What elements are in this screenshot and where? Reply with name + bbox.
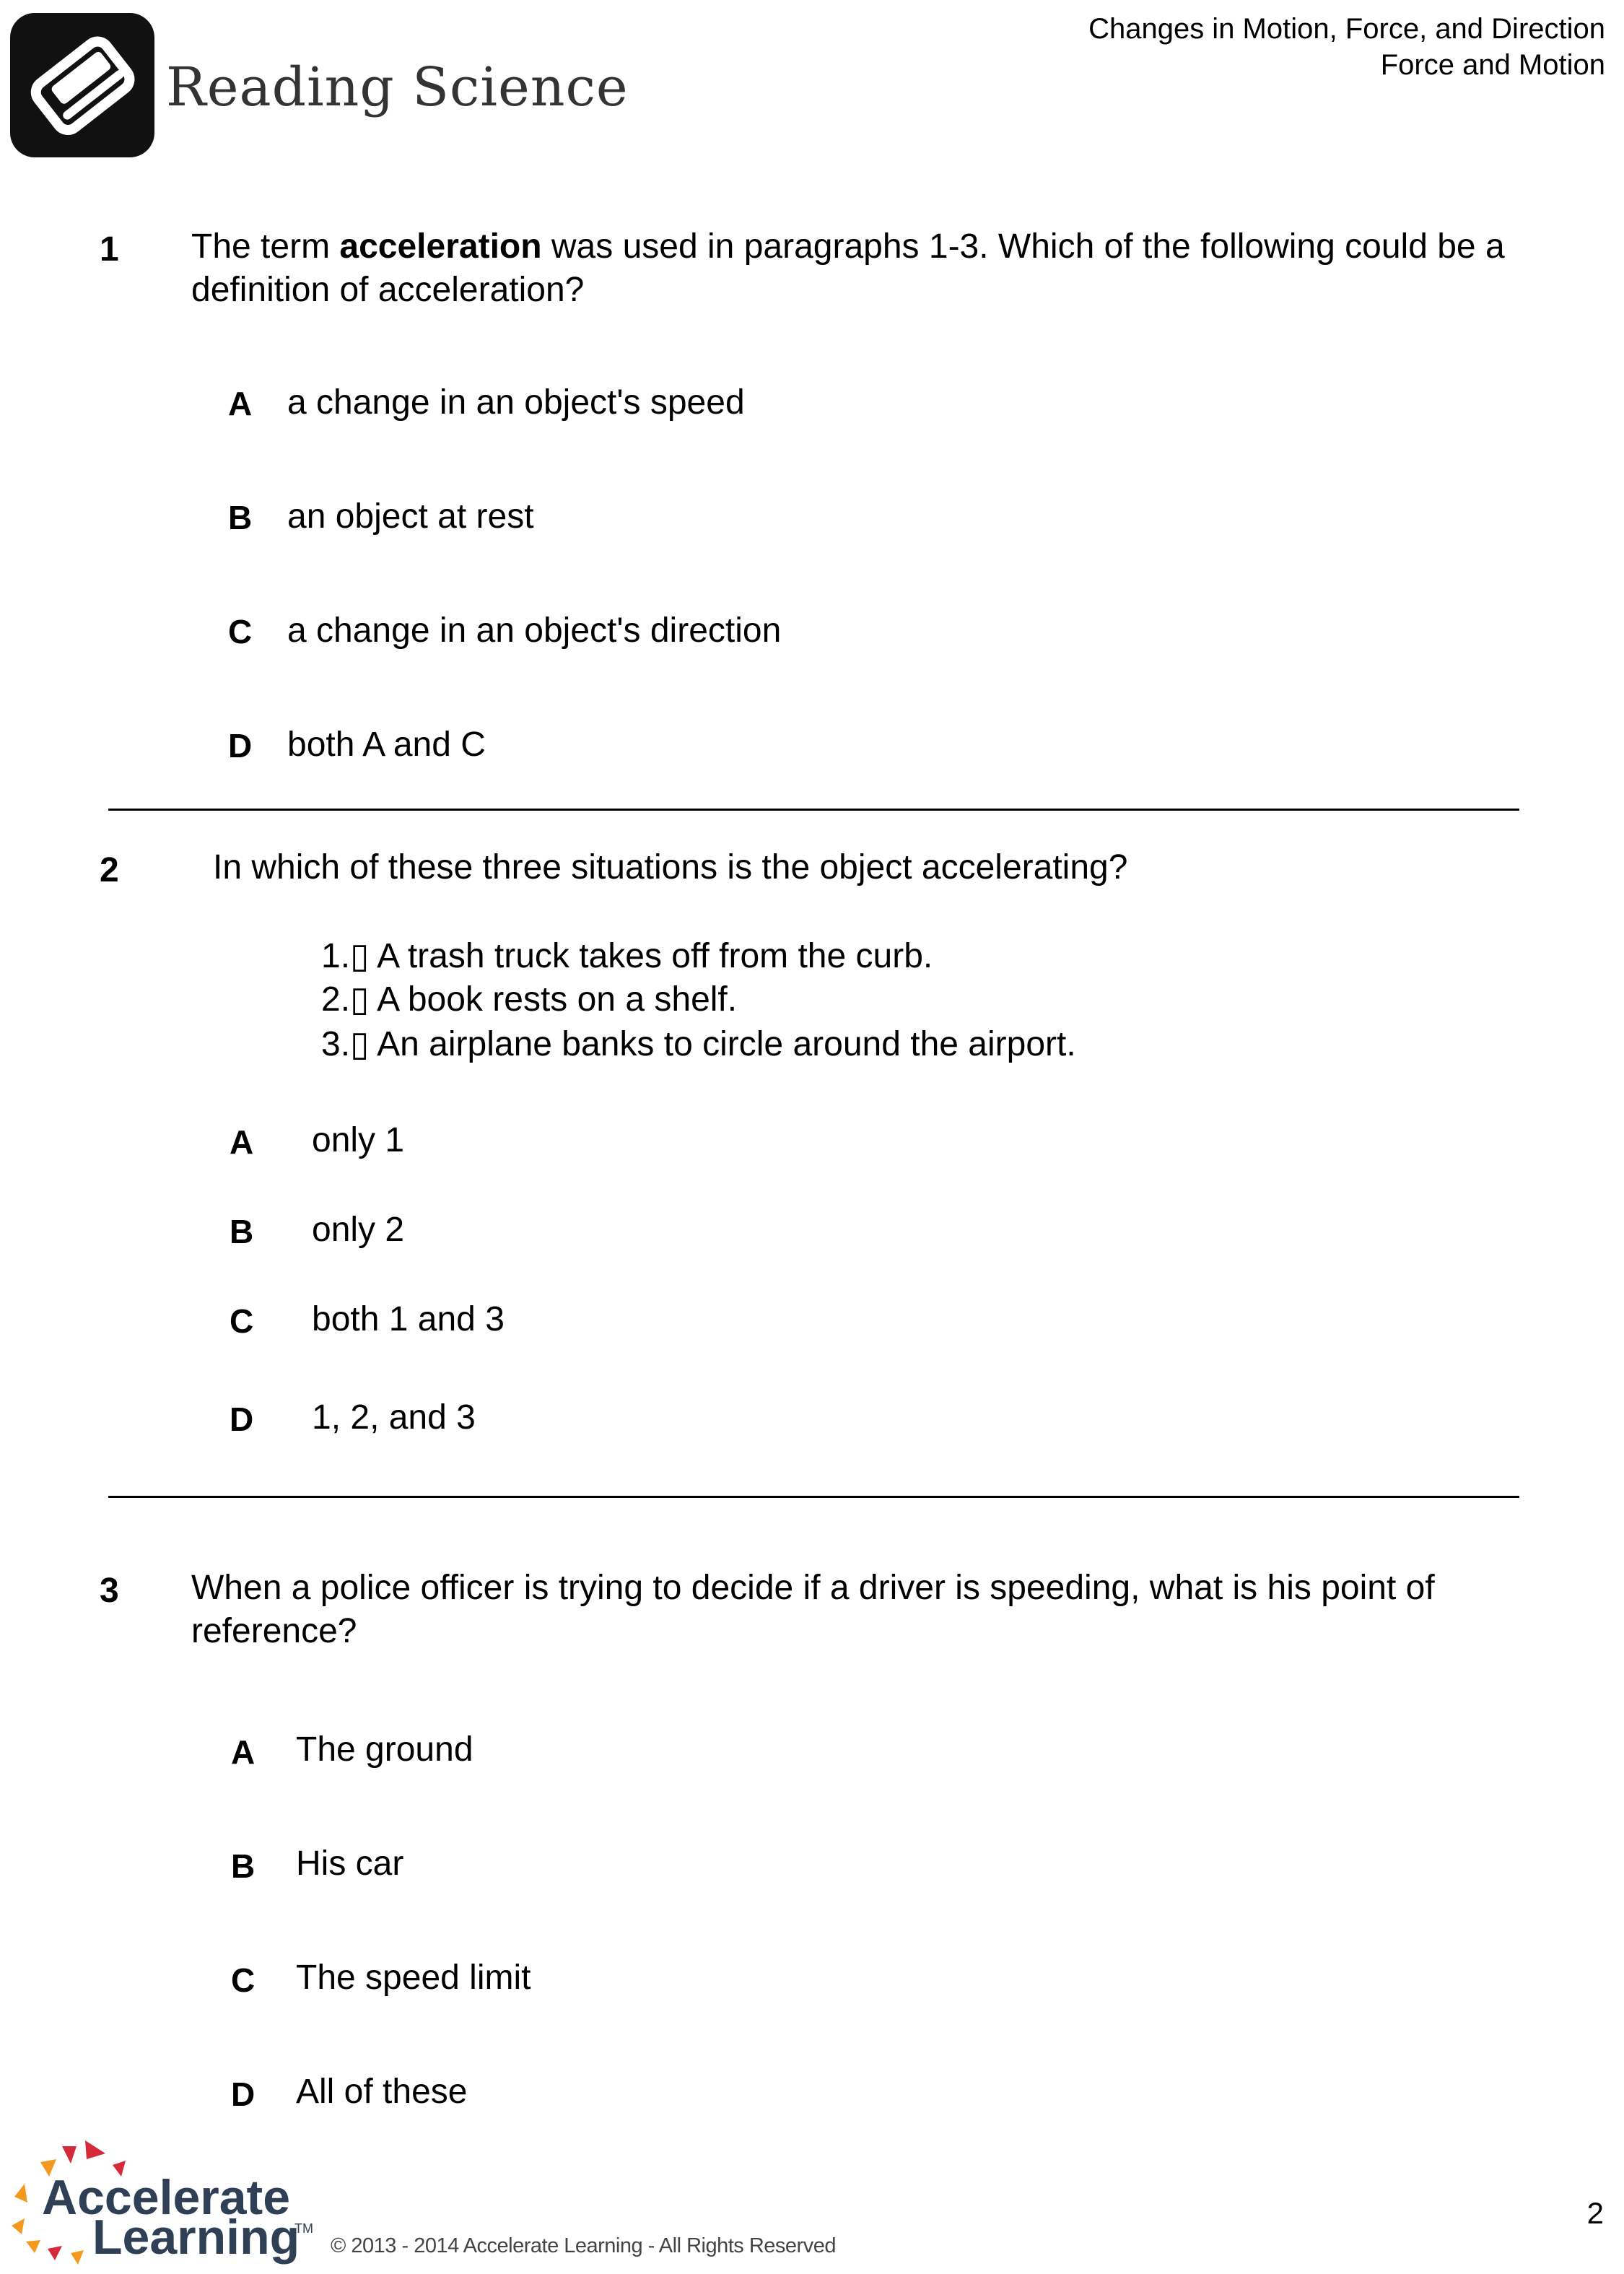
question-text-part: When a police officer is trying to decide if a driver is speeding, what is his point of <box>191 1569 1435 1607</box>
trademark: TM <box>294 2221 313 2236</box>
question-text <box>191 225 1563 312</box>
logo-triangle <box>26 2240 40 2253</box>
option-letter: B <box>230 1213 254 1250</box>
option-text[interactable]: The speed limit <box>296 1959 531 1997</box>
logo-word-accelerate: Accelerate <box>42 2170 291 2225</box>
situation-item: 2.▯ A book rests on a shelf. <box>321 980 738 1019</box>
option-letter: D <box>231 2075 256 2113</box>
divider <box>108 1496 1519 1498</box>
option-text[interactable]: both 1 and 3 <box>312 1300 505 1338</box>
option-letter: A <box>230 1123 254 1161</box>
logo-triangle <box>62 2146 77 2164</box>
question-number: 2 <box>100 851 119 889</box>
option-text[interactable]: a change in an object's direction <box>287 611 782 650</box>
option-text[interactable]: an object at rest <box>287 497 534 536</box>
option-text[interactable]: All of these <box>296 2073 468 2111</box>
copyright-notice: © 2013 - 2014 Accelerate Learning - All Rights Reserved <box>331 2234 836 2257</box>
logo-triangle <box>85 2140 105 2159</box>
option-text[interactable]: a change in an object's speed <box>287 383 745 422</box>
option-text[interactable]: His car <box>296 1844 404 1883</box>
situation-item: 1.▯ A trash truck takes off from the curb. <box>321 937 933 975</box>
option-text[interactable]: only 2 <box>312 1211 405 1249</box>
option-letter: C <box>231 1961 256 1999</box>
option-letter: A <box>231 1733 256 1771</box>
question-text-part: definition of acceleration? <box>191 271 585 309</box>
option-letter: D <box>228 727 253 764</box>
logo-triangle <box>48 2246 62 2260</box>
question-number: 1 <box>100 230 119 269</box>
header-topic: Force and Motion <box>1380 49 1605 81</box>
question-text-part: was used in paragraphs 1-3. Which of the following could be a <box>541 227 1505 266</box>
option-letter: C <box>228 613 253 650</box>
question-text: In which of these three situations is the object accelerating? <box>213 848 1128 886</box>
option-letter: D <box>230 1400 254 1438</box>
page-number: 2 <box>1586 2196 1604 2230</box>
question-text <box>191 1567 1563 1653</box>
logo-word-learning: Learning <box>92 2210 300 2265</box>
situation-item: 3.▯ An airplane banks to circle around the airport. <box>321 1025 1076 1063</box>
option-letter: A <box>228 385 253 422</box>
option-text[interactable]: The ground <box>296 1730 473 1769</box>
logo-triangle <box>14 2184 27 2203</box>
option-letter: B <box>228 499 253 536</box>
question-number: 3 <box>100 1572 119 1610</box>
brand-name: Reading Science <box>166 56 629 118</box>
option-text[interactable]: both A and C <box>287 726 486 764</box>
option-letter: C <box>230 1302 254 1340</box>
divider <box>108 809 1519 811</box>
option-text[interactable]: 1, 2, and 3 <box>312 1398 476 1437</box>
question-keyword: acceleration <box>339 227 542 266</box>
option-letter: B <box>231 1847 256 1885</box>
question-text-part: The term <box>191 227 340 266</box>
book-icon <box>10 13 154 157</box>
option-text[interactable]: only 1 <box>312 1121 405 1159</box>
logo-triangle <box>71 2250 84 2265</box>
header-unit: Changes in Motion, Force, and Direction <box>1088 13 1605 45</box>
question-text-part: reference? <box>191 1612 357 1650</box>
logo-triangle <box>12 2218 25 2234</box>
